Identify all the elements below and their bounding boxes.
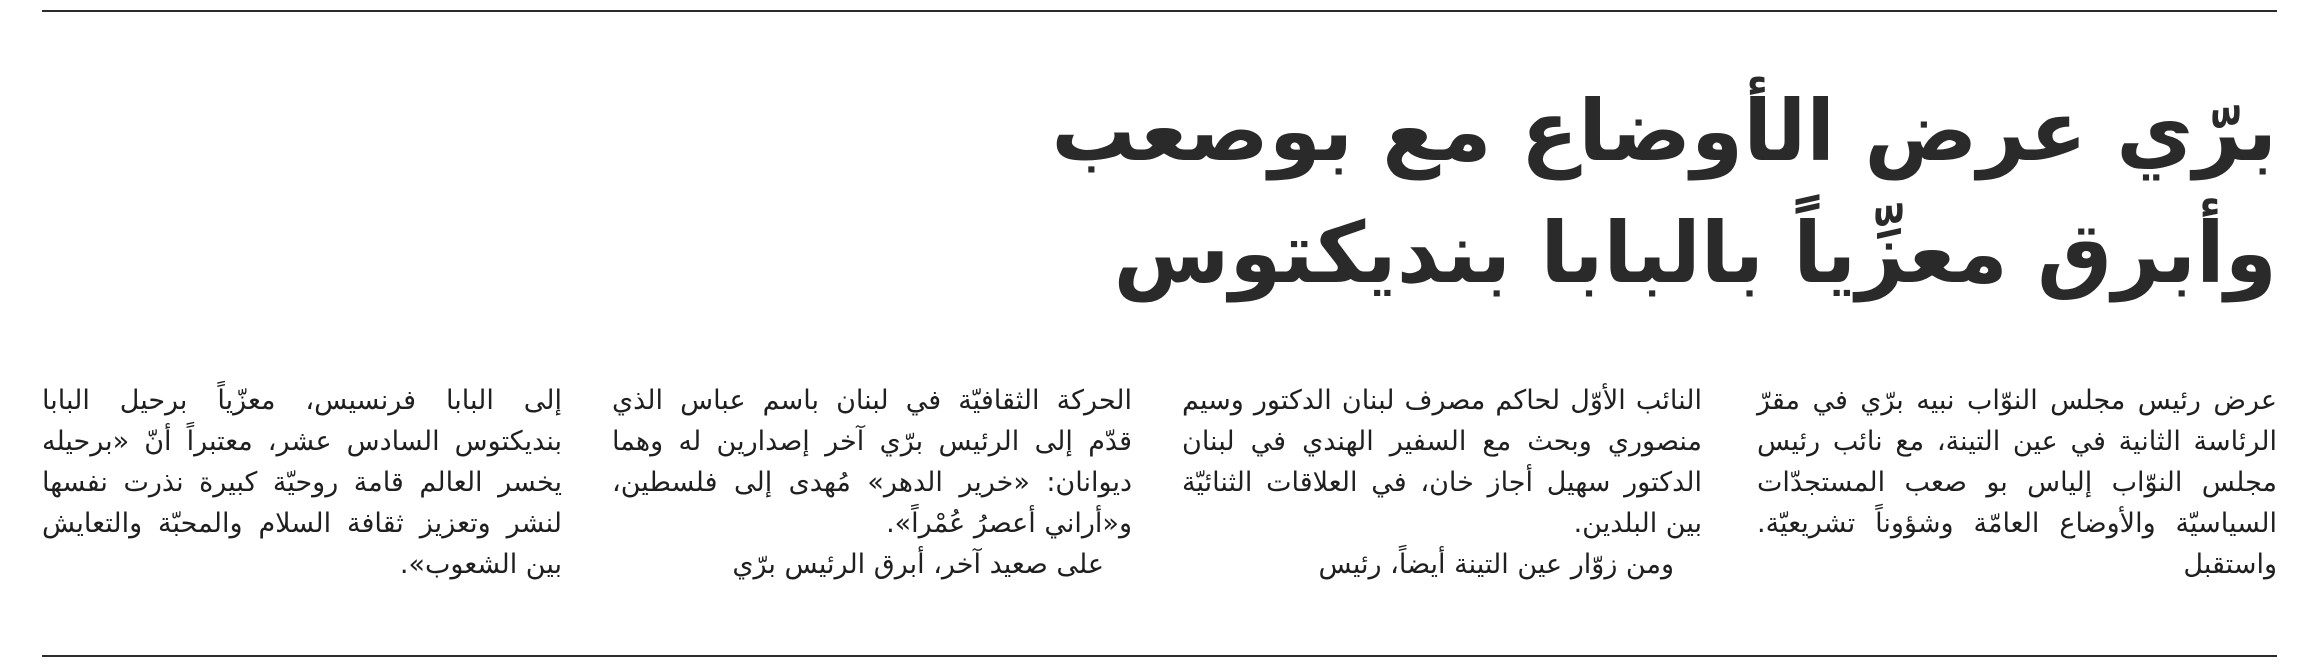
headline-line-2: وأبرق معزِّياً بالبابا بنديكتوس — [1113, 204, 2277, 302]
article-body — [42, 380, 2277, 615]
paragraph: عرض رئيس مجلس النوّاب نبيه برّي في مقرّ الرئاسة الثانية في عين التينة، مع نائب رئيس مجلس النوّاب إلياس بو صعب المستجدّات السياسيّة والأوضاع العامّة وشؤوناً تشريعيّة. واستقبل — [1757, 385, 2277, 580]
paragraph: النائب الأوّل لحاكم مصرف لبنان الدكتور وسيم منصوري وبحث مع السفير الهندي في لبنان الدكتور سهيل أجاز خان، في العلاقات الثنائيّة بين البلدين. — [1182, 385, 1702, 539]
article-headline — [1051, 70, 2277, 314]
top-rule — [42, 10, 2277, 12]
paragraph: إلى البابا فرنسيس، معزّياً برحيل البابا بنديكتوس السادس عشر، معتبراً أنّ «برحيله يخسر العالم قامة روحيّة كبيرة نذرت نفسها لنشر وتعزيز ثقافة السلام والمحبّة والتعايش بين الشعوب». — [42, 385, 562, 580]
text-column-3 — [612, 380, 1132, 585]
bottom-rule — [42, 655, 2277, 657]
paragraph: ومن زوّار عين التينة أيضاً، رئيس — [1318, 549, 1674, 580]
text-column-2 — [1182, 380, 1702, 585]
paragraph: الحركة الثقافيّة في لبنان باسم عباس الذي قدّم إلى الرئيس برّي آخر إصدارين له وهما ديوانان: «خرير الدهر» مُهدى إلى فلسطين، و«أراني أعصرُ عُمْراً». — [612, 385, 1132, 539]
text-column-4 — [42, 380, 562, 585]
text-column-1 — [1757, 380, 2277, 585]
paragraph: على صعيد آخر، أبرق الرئيس برّي — [732, 549, 1104, 580]
headline-line-1: برّي عرض الأوضاع مع بوصعب — [1051, 82, 2277, 180]
